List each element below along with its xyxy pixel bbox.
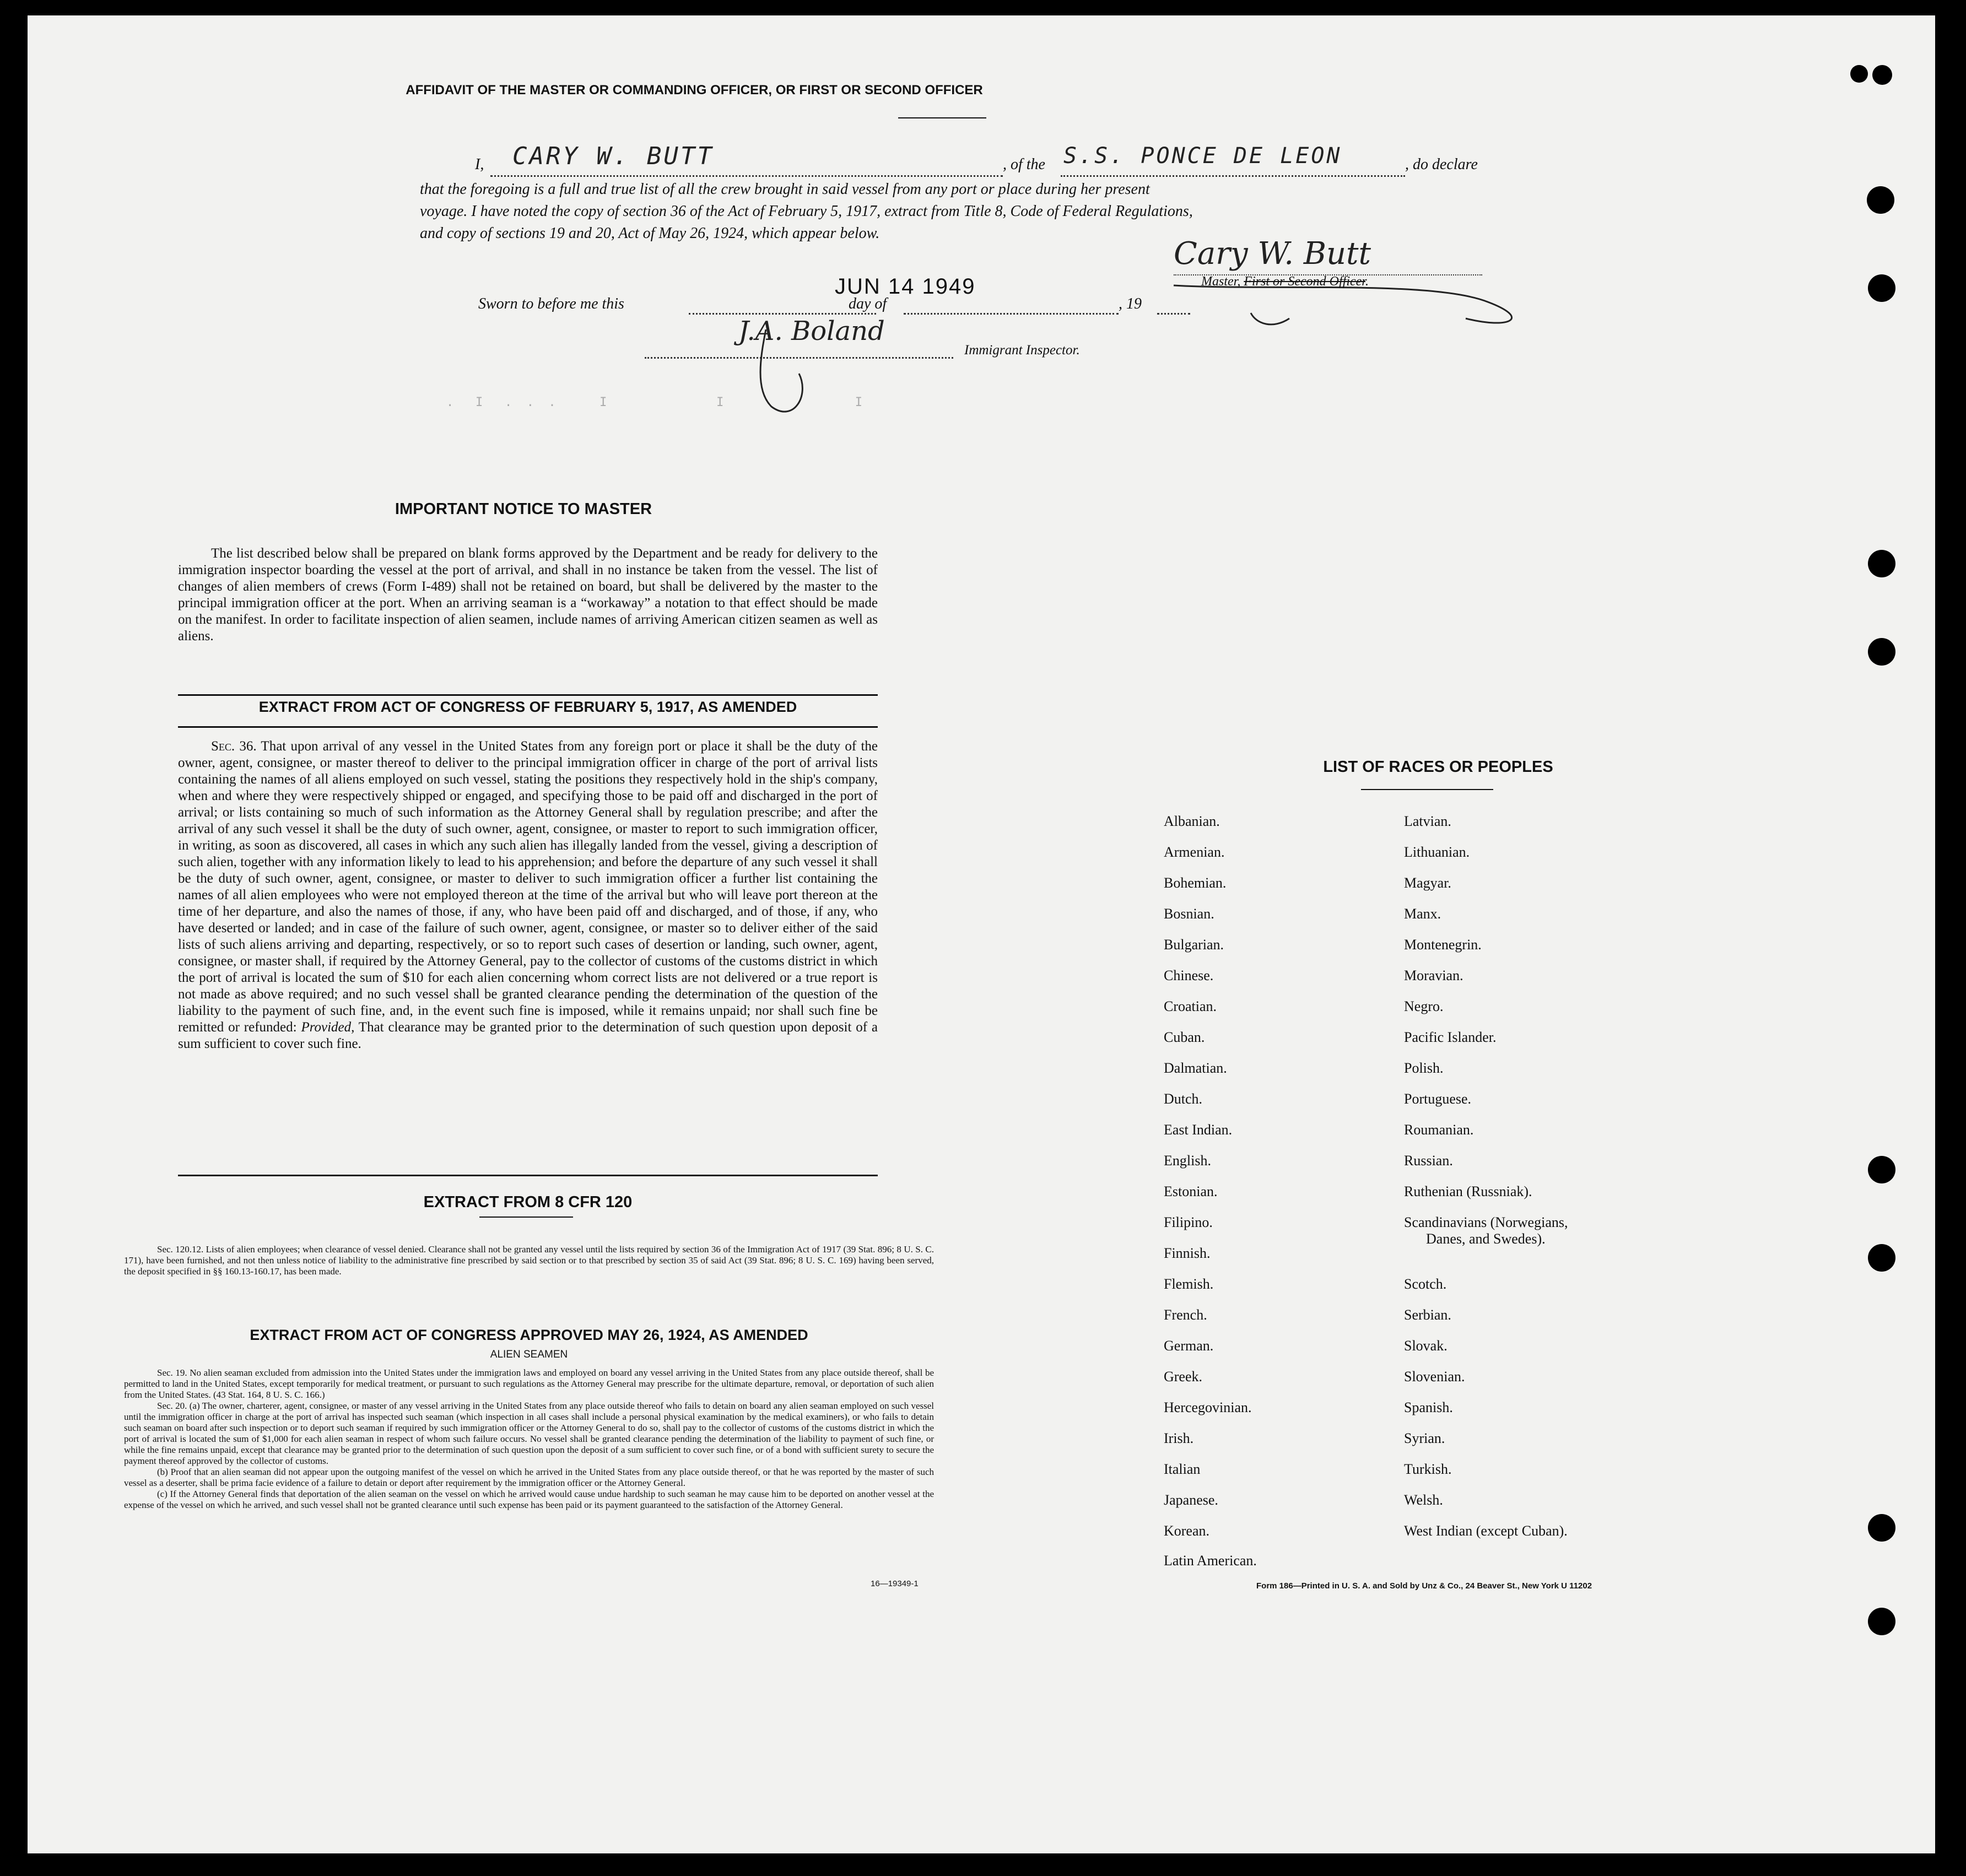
extract-1917-text	[178, 738, 878, 1052]
master-signature: Cary W. Butt	[1174, 236, 1371, 272]
binder-hole-icon	[1868, 274, 1895, 302]
date-stamp: JUN 14 1949	[835, 274, 976, 299]
race-item-continued: Danes, and Swedes).	[1426, 1231, 1546, 1247]
binder-hole-icon	[1868, 550, 1895, 577]
race-item: Japanese.	[1164, 1492, 1218, 1508]
race-item: East Indian.	[1164, 1122, 1233, 1138]
race-item: Scandinavians (Norwegians,	[1404, 1214, 1568, 1230]
printer-line: Form 186—Printed in U. S. A. and Sold by Unz & Co., 24 Beaver St., New York U 11202	[1256, 1581, 1592, 1591]
race-item: Ruthenian (Russniak).	[1404, 1183, 1532, 1199]
race-item: Armenian.	[1164, 844, 1225, 860]
race-item: Greek.	[1164, 1369, 1203, 1385]
do-declare-label: , do declare	[1405, 156, 1478, 173]
binder-hole-icon	[1867, 186, 1894, 214]
inspector-label: Immigrant Inspector.	[964, 343, 1080, 358]
bleed-through-mark: . I . . . I I I	[446, 396, 862, 409]
binder-hole-icon	[1868, 1156, 1895, 1183]
race-item: German.	[1164, 1338, 1214, 1354]
race-item: Russian.	[1404, 1153, 1453, 1169]
race-item: Hercegovinian.	[1164, 1399, 1252, 1415]
provided-word: Provided,	[301, 1020, 355, 1035]
races-title: LIST OF RACES OR PEOPLES	[1323, 758, 1553, 776]
notice-title: IMPORTANT NOTICE TO MASTER	[395, 500, 652, 518]
race-item: Lithuanian.	[1404, 844, 1470, 860]
affidavit-line-4: and copy of sections 19 and 20, Act of May 26, 1924, which appear below.	[420, 225, 880, 242]
race-item: Turkish.	[1404, 1461, 1452, 1477]
struck-officer-label: First or Second Officer	[1244, 274, 1365, 289]
race-item: Italian	[1164, 1461, 1201, 1477]
race-item: Flemish.	[1164, 1276, 1214, 1292]
inspector-flourish	[744, 324, 854, 429]
race-item: Korean.	[1164, 1523, 1210, 1539]
vessel-line	[1061, 175, 1405, 177]
affidavit-line-2: that the foregoing is a full and true list of all the crew brought in said vessel from any port or place during her present	[420, 181, 1150, 198]
sec-19-text: Sec. 19. No alien seaman excluded from admission into the United States under the immigration laws and employed on board any vessel arriving in the United States from any place outside thereof, shall be permitted to land in the United States, except temporarily for medical treatment, or pursuant to such regulations as the Attorney General may prescribe for the ultimate departure, removal, or deportation of such alien from the United States. (43 Stat. 164, 8 U. S. C. 166.)	[124, 1367, 934, 1400]
binder-hole-icon	[1850, 65, 1868, 83]
race-item: Spanish.	[1404, 1399, 1453, 1415]
race-item: Montenegrin.	[1404, 937, 1482, 953]
race-item: Moravian.	[1404, 967, 1463, 983]
race-item: Magyar.	[1404, 875, 1451, 891]
race-item: Manx.	[1404, 906, 1441, 922]
race-item: Polish.	[1404, 1060, 1444, 1076]
race-item: Portuguese.	[1404, 1091, 1472, 1107]
race-item: French.	[1164, 1307, 1207, 1323]
extract-cfr-text: Sec. 120.12. Lists of alien employees; when clearance of vessel denied. Clearance shall not be granted any vessel until the lists required by section 36 of the Immigration Act of 1917 (39 Stat. 896; 8 U. S. C. 171), have been furnished, and not then unless notice of liability to the administrative fine prescribed by said section or to that prescribed by section 35 of said Act (39 Stat. 896; 8 U. S. C. 169) having been served, the deposit specified in §§ 160.13-160.17, has been made.	[124, 1244, 934, 1277]
race-item: Scotch.	[1404, 1276, 1447, 1292]
month-line	[904, 313, 1119, 315]
sec-20b-text: (b) Proof that an alien seaman did not appear upon the outgoing manifest of the vessel on which he arrived in the United States from any place outside thereof, or that he was reported by the master of such vessel as a deserter, shall be prima facie evidence of a failure to detain or deport after requirement by the immigration officer or the Attorney General.	[124, 1467, 934, 1488]
race-item: Welsh.	[1404, 1492, 1443, 1508]
race-item: Filipino.	[1164, 1214, 1213, 1230]
master-name-handwritten: CARY W. BUTT	[512, 142, 714, 170]
race-item: Serbian.	[1404, 1307, 1451, 1323]
race-item: Slovak.	[1404, 1338, 1448, 1354]
form-code: 16—19349-1	[871, 1579, 919, 1588]
extract-1917-title: EXTRACT FROM ACT OF CONGRESS OF FEBRUARY 5, 1917, AS AMENDED	[258, 699, 797, 715]
race-item: Cuban.	[1164, 1029, 1205, 1045]
sec-36-label: Sec. 36.	[211, 739, 257, 754]
divider-3	[178, 1175, 878, 1176]
race-item: Albanian.	[1164, 813, 1220, 829]
race-item: Dutch.	[1164, 1091, 1203, 1107]
race-item: Syrian.	[1404, 1430, 1445, 1446]
race-item: Bosnian.	[1164, 906, 1214, 922]
race-item: Pacific Islander.	[1404, 1029, 1497, 1045]
notice-text: The list described below shall be prepared on blank forms approved by the Department and be ready for delivery to the immigration inspector boarding the vessel at the port of arrival, and shall in no instance be taken from the vessel. The list of changes of alien members of crews (Form I-489) shall not be retained on board, but shall be delivered by the master to the principal immigration officer at the port. When an arriving seaman is a “workaway” a notation to that effect should be made on the manifest. In order to facilitate inspection of alien seamen, include names of arriving American citizen seamen as well as aliens.	[178, 546, 878, 644]
race-item: Bulgarian.	[1164, 937, 1224, 953]
day-of-label: day of	[849, 295, 887, 312]
race-item: Chinese.	[1164, 967, 1214, 983]
i-label: I,	[475, 156, 484, 173]
sec-20a-text: Sec. 20. (a) The owner, charterer, agent, consignee, or master of any vessel arriving in the United States from any place outside thereof who fails to detain on board any alien seaman employed on such vessel until the immigration officer in charge at the port of arrival has inspected such seaman (which inspection in all cases shall include a personal physical examination by the medical examiners), or who fails to detain such seaman on board after such inspection or to deport such seaman if required by such immigration officer or the Attorney General to do so, shall pay to the collector of customs of the customs district in which the port of arrival is located the sum of $1,000 for each alien seaman in respect of whom such failure occurs. No vessel shall be granted clearance pending the determination of the liability to payment of such fine, or while the fine remains unpaid, except that clearance may be granted prior to the determination of such question upon the deposit of a sum sufficient to cover such fine, or of a bond with sufficient surety to secure the payment thereof approved by the collector of customs.	[124, 1401, 934, 1466]
race-item: Finnish.	[1164, 1245, 1211, 1261]
extract-1924-title: EXTRACT FROM ACT OF CONGRESS APPROVED MAY 26, 1924, AS AMENDED	[250, 1327, 808, 1343]
master-title-end: .	[1365, 274, 1369, 289]
race-item: Bohemian.	[1164, 875, 1227, 891]
sworn-label: Sworn to before me this	[478, 295, 624, 312]
race-item: Roumanian.	[1404, 1122, 1474, 1138]
master-label: Master,	[1201, 274, 1241, 289]
race-item: West Indian (except Cuban).	[1404, 1523, 1568, 1539]
sec-20c-text: (c) If the Attorney General finds that deportation of the alien seaman on the vessel on which he arrived would cause undue hardship to such seaman he may cause him to be deported on another vessel at the expense of the vessel on which he arrived, and such vessel shall not be granted clearance until such expense has been paid or its payment guaranteed to the satisfaction of the Attorney General.	[124, 1489, 934, 1510]
races-title-rule	[1361, 789, 1493, 790]
race-item: Dalmatian.	[1164, 1060, 1227, 1076]
binder-hole-icon	[1872, 65, 1892, 85]
extract-1924-subtitle: ALIEN SEAMEN	[490, 1349, 568, 1360]
cfr-title-rule	[479, 1217, 573, 1218]
affidavit-line-3: voyage. I have noted the copy of section 36 of the Act of February 5, 1917, extract from Title 8, Code of Federal Regulations,	[420, 203, 1193, 220]
sec-36-end: That clearance may be granted prior to the determination of such question upon deposit of a sum sufficient to cover such fine.	[178, 1020, 878, 1051]
year-line	[1157, 313, 1190, 315]
race-item: Latvian.	[1404, 813, 1451, 829]
race-item: Negro.	[1404, 998, 1444, 1014]
of-the-label: , of the	[1003, 156, 1045, 173]
divider-1	[178, 694, 878, 696]
race-item: Croatian.	[1164, 998, 1217, 1014]
sec-36-body: That upon arrival of any vessel in the United States from any foreign port or place it shall be the duty of the owner, agent, consignee, or master thereof to deliver to the principal immigration officer in charge of the port of arrival lists containing the names of all aliens employed on such vessel, stating the positions they respectively hold in the ship's company, when and where they were respectively shipped or engaged, and specifying those to be paid off and discharged in the port of arrival; or lists containing so much of such information as the Attorney General shall by regulation prescribe; and after the arrival of any such vessel it shall be the duty of such owner, agent, consignee, or master to report to such immigration officer, in writing, as soon as discovered, all cases in which any such alien has illegally landed from the vessel, giving a description of such alien, together with any information likely to lead to his apprehension; and before the departure of any such vessel it shall be the duty of such owner, agent, consignee, or master to deliver to such immigration officer a further list containing the names of all alien employees who were not employed thereon at the time of the arrival but who will leave port thereon at the time of her departure, and also the names of those, if any, who have been paid off and discharged, and of those, if any, who have deserted or landed; and in case of the failure of such owner, agent, consignee, or master so to deliver either of the said lists of such aliens arriving and departing, respectively, or so to report such cases of desertion or landing, such owner, agent, consignee, or master shall, if required by the Attorney General, pay to the collector of customs of the customs district in which the port of arrival is located the sum of $10 for each alien concerning whom correct lists are not delivered or a true report is not made as above required; and no such vessel shall be granted clearance pending the determination of the question of the liability to the payment of such fine, and, in the event such fine is imposed, while it remains unpaid; nor shall such fine be remitted or refunded:	[178, 739, 878, 1035]
race-item: Irish.	[1164, 1430, 1194, 1446]
binder-hole-icon	[1868, 1514, 1895, 1542]
race-item: Slovenian.	[1404, 1369, 1465, 1385]
name-line	[490, 175, 1003, 177]
extract-cfr-title: EXTRACT FROM 8 CFR 120	[423, 1193, 633, 1211]
binder-hole-icon	[1868, 638, 1895, 666]
sworn-day-line	[689, 313, 876, 315]
vessel-name-handwritten: S.S. PONCE DE LEON	[1063, 143, 1342, 169]
binder-hole-icon	[1868, 1244, 1895, 1272]
inspector-signature: J.A. Boland	[738, 316, 885, 347]
race-item: Estonian.	[1164, 1183, 1218, 1199]
affidavit-heading: AFFIDAVIT OF THE MASTER OR COMMANDING OFFICER, OR FIRST OR SECOND OFFICER	[406, 83, 983, 98]
year-label: , 19	[1119, 295, 1142, 312]
extract-1924-body	[124, 1367, 934, 1511]
divider-2	[178, 726, 878, 728]
binder-hole-icon	[1868, 1608, 1895, 1635]
document-page	[28, 15, 1935, 1853]
race-item: English.	[1164, 1153, 1211, 1169]
heading-rule	[898, 117, 986, 118]
affidavit-statement	[420, 179, 1522, 245]
master-title	[1201, 274, 1369, 289]
race-item: Latin American.	[1164, 1553, 1257, 1569]
